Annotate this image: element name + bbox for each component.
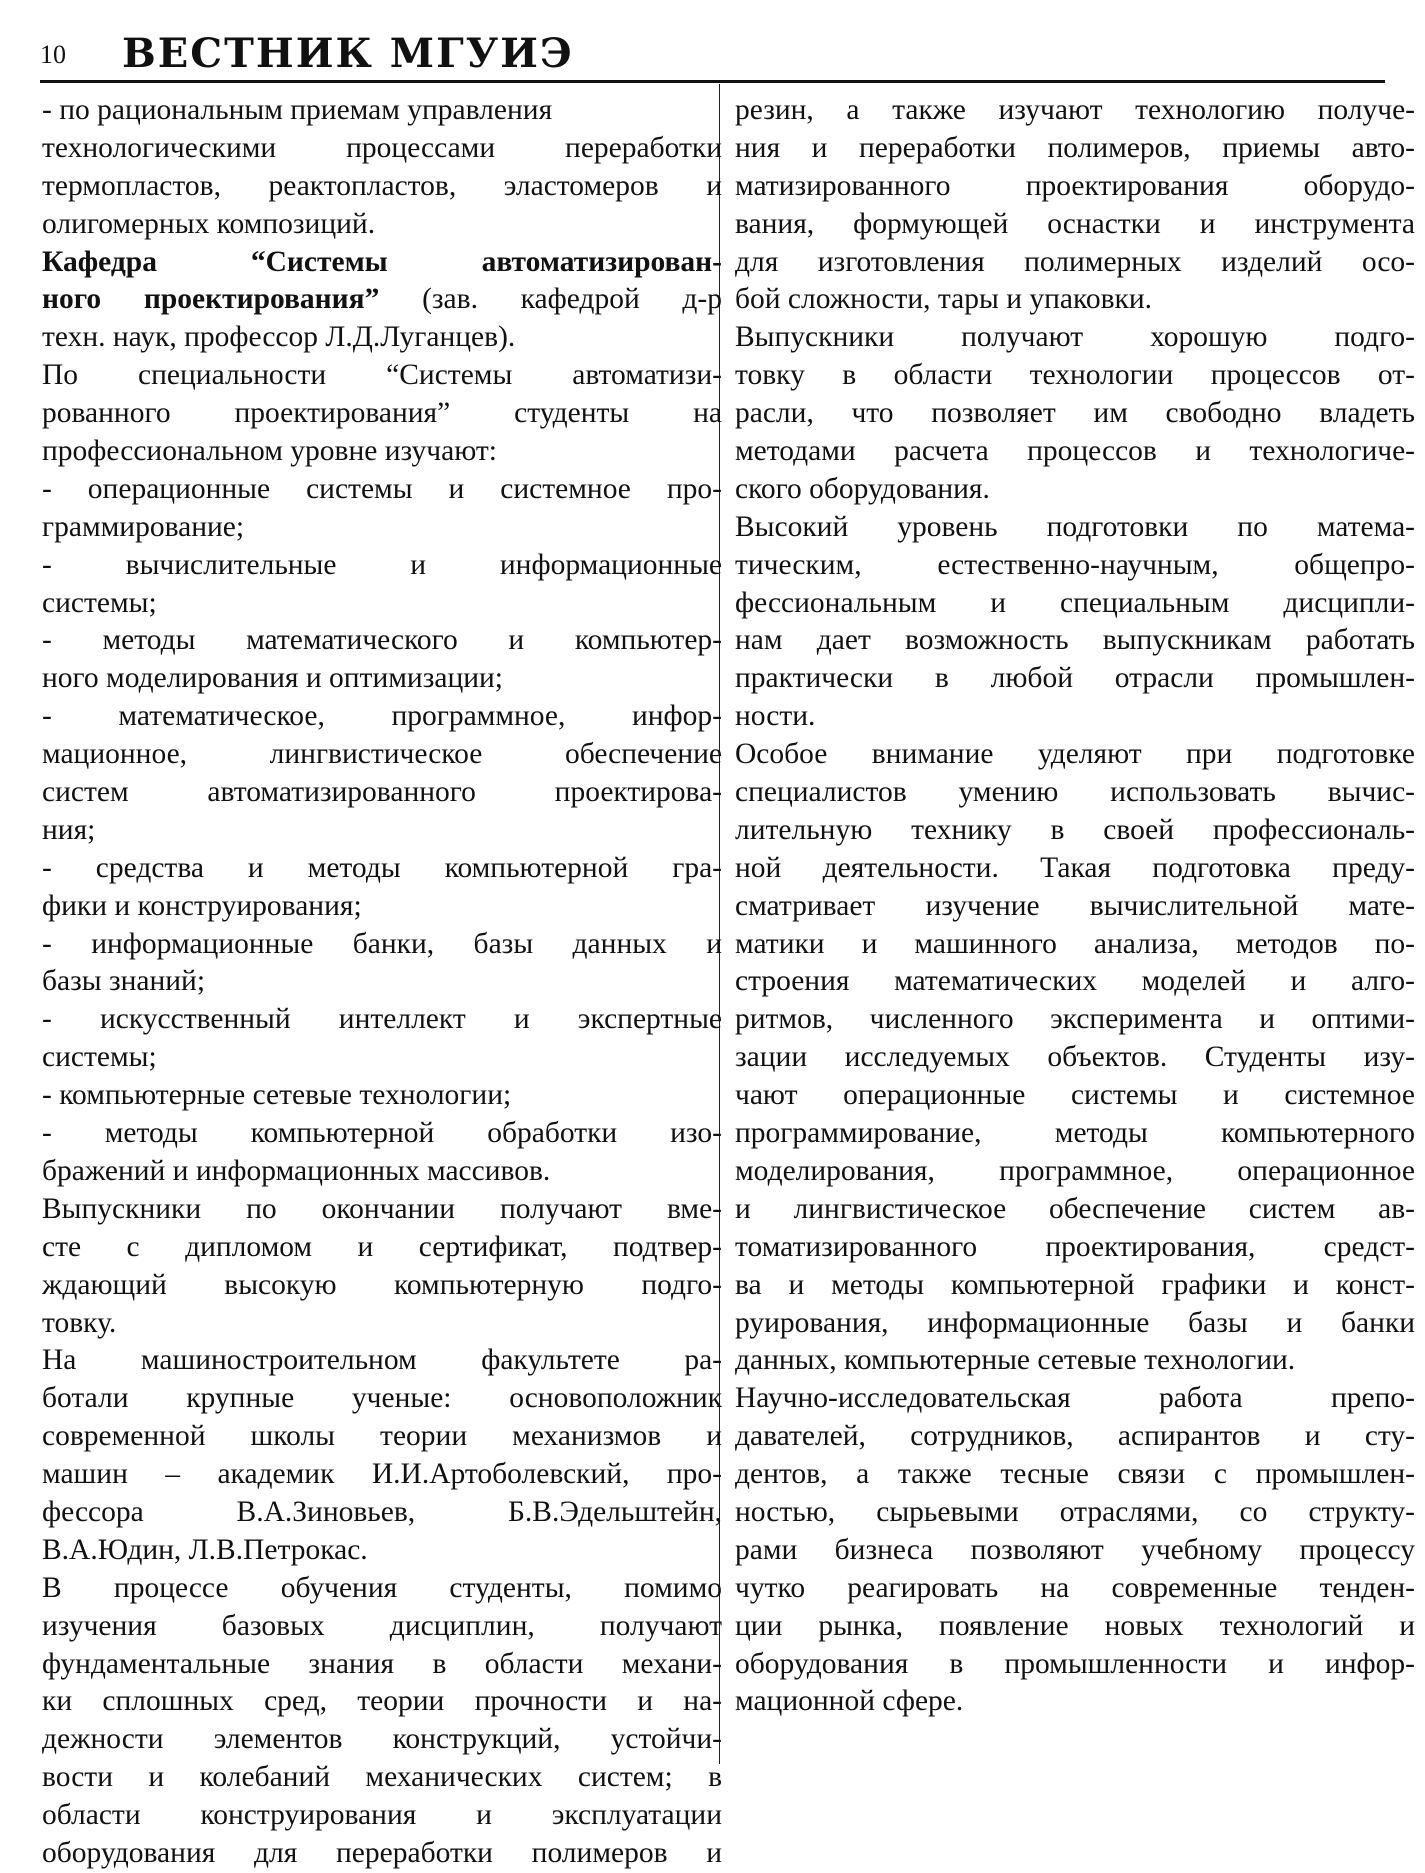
text-line: По специальности “Системы автоматизи- <box>42 359 722 392</box>
text-line: системы; <box>42 586 157 619</box>
text-line: - искусственный интеллект и экспертные <box>42 1003 722 1036</box>
text-line: сматривает изучение вычислительной мате- <box>735 889 1415 922</box>
text-line: зации исследуемых объектов. Студенты изу- <box>735 1041 1415 1074</box>
text-line: методами расчета процессов и технологиче- <box>735 435 1415 468</box>
text-line: - по рациональным приемам управления <box>42 94 553 126</box>
text-line: - средства и методы компьютерной гра- <box>42 851 722 884</box>
text-line: дентов, а также тесные связи с промышлен- <box>735 1458 1415 1491</box>
text-line: ции рынка, появление новых технологий и <box>735 1609 1415 1642</box>
text-line: практически в любой отрасли промышлен- <box>735 662 1415 695</box>
text-line: резин, а также изучают технологию получе- <box>735 94 1415 126</box>
text-line: строения математических моделей и алго- <box>735 965 1415 998</box>
text-line: товку в области технологии процессов от- <box>735 359 1415 392</box>
text-line: термопластов, реактопластов, эластомеров и <box>42 169 722 202</box>
page-number: 10 <box>40 40 66 69</box>
text-line: фессиональным и специальным дисципли- <box>735 586 1415 619</box>
text-line: Кафедра “Системы автоматизирован- <box>42 245 722 278</box>
text-line: ки сплошных сред, теории прочности и на- <box>42 1685 722 1718</box>
text-line: мационной сфере. <box>735 1685 964 1718</box>
text-line: ждающий высокую компьютерную подго- <box>42 1268 722 1301</box>
text-line: ния и переработки полимеров, приемы авто- <box>735 131 1415 164</box>
text-line: - компьютерные сетевые технологии; <box>42 1079 512 1112</box>
text-line: машин – академик И.И.Артоболевский, про- <box>42 1458 722 1491</box>
text-line: изучения базовых дисциплин, получают <box>42 1609 722 1642</box>
text-line: специалистов умению использовать вычис- <box>735 776 1415 809</box>
text-line: тическим, естественно-научным, общепро- <box>735 548 1415 581</box>
text-line: ва и методы компьютерной графики и конст- <box>735 1268 1415 1301</box>
text-line: рованного проектирования” студенты на <box>42 397 722 430</box>
text-line: систем автоматизированного проектирова- <box>42 776 722 809</box>
text-line: вости и колебаний механических систем; в <box>42 1761 722 1794</box>
text-line: лительную технику в своей профессиональ- <box>735 813 1415 846</box>
text-line: фундаментальные знания в области механи- <box>42 1647 722 1680</box>
text-line: В процессе обучения студенты, помимо <box>42 1571 722 1604</box>
text-line: томатизированного проектирования, средст- <box>735 1230 1415 1263</box>
department-head-note: (зав. кафедрой д-р <box>379 283 722 316</box>
text-line: нам дает возможность выпускникам работать <box>735 624 1415 657</box>
text-line: бражений и информационных массивов. <box>42 1154 551 1187</box>
text-line: руирования, информационные базы и банки <box>735 1306 1415 1339</box>
text-line: - вычислительные и информационные <box>42 548 722 581</box>
text-line: ботали крупные ученые: основоположник <box>42 1382 722 1415</box>
text-line: - математическое, программное, инфор- <box>42 700 722 733</box>
text-line: граммирование; <box>42 510 245 543</box>
text-line: сте с дипломом и сертификат, подтвер- <box>42 1230 722 1263</box>
text-line: ности. <box>735 700 816 733</box>
header-rule <box>40 80 1385 83</box>
text-line: чают операционные системы и системное <box>735 1079 1415 1112</box>
text-line: базы знаний; <box>42 965 206 998</box>
text-line: фики и конструирования; <box>42 889 362 922</box>
text-line: мационное, лингвистическое обеспечение <box>42 738 722 771</box>
text-line: системы; <box>42 1041 157 1074</box>
text-line: рами бизнеса позволяют учебному процессу <box>735 1533 1415 1566</box>
text-line: Выпускники по окончании получают вме- <box>42 1192 722 1225</box>
text-line: давателей, сотрудников, аспирантов и сту- <box>735 1420 1415 1453</box>
left-column <box>42 92 722 1873</box>
text-line <box>42 281 722 319</box>
text-line: техн. наук, профессор Л.Д.Луганцев). <box>42 321 516 354</box>
text-line: ния; <box>42 813 96 846</box>
text-line: В.А.Юдин, Л.В.Петрокас. <box>42 1533 368 1566</box>
text-line: Высокий уровень подготовки по матема- <box>735 510 1415 543</box>
text-line: чутко реагировать на современные тенден- <box>735 1571 1415 1604</box>
text-line: На машиностроительном факультете ра- <box>42 1344 722 1377</box>
text-line: моделирования, программное, операционное <box>735 1154 1415 1187</box>
text-line: ной деятельности. Такая подготовка преду- <box>735 851 1415 884</box>
text-line: и лингвистическое обеспечение систем ав- <box>735 1192 1415 1225</box>
text-line: ритмов, численного эксперимента и оптими- <box>735 1003 1415 1036</box>
text-line: для изготовления полимерных изделий осо- <box>735 245 1415 278</box>
text-line: расли, что позволяет им свободно владеть <box>735 397 1415 430</box>
page-header <box>40 30 1385 82</box>
text-line: оборудования для переработки полимеров и <box>42 1836 722 1869</box>
text-line: области конструирования и эксплуатации <box>42 1799 722 1832</box>
text-line: - операционные системы и системное про- <box>42 472 722 505</box>
text-line: ного моделирования и оптимизации; <box>42 662 503 695</box>
text-line: Научно-исследовательская работа препо- <box>735 1382 1415 1415</box>
text-line: ского оборудования. <box>735 472 990 505</box>
text-line: программирование, методы компьютерного <box>735 1117 1415 1150</box>
text-line: данных, компьютерные сетевые технологии. <box>735 1344 1296 1377</box>
journal-title: ВЕСТНИК МГУИЭ <box>122 30 574 77</box>
text-line: профессиональном уровне изучают: <box>42 435 497 468</box>
text-line: бой сложности, тары и упаковки. <box>735 283 1153 316</box>
text-line: матизированного проектирования оборудо- <box>735 169 1415 202</box>
right-column <box>735 92 1415 1721</box>
text-line: олигомерных композиций. <box>42 207 376 240</box>
text-line: Особое внимание уделяют при подготовке <box>735 738 1415 771</box>
text-line: современной школы теории механизмов и <box>42 1420 722 1453</box>
text-line: фессора В.А.Зиновьев, Б.В.Эдельштейн, <box>42 1495 722 1528</box>
text-line: товку. <box>42 1306 117 1339</box>
department-name-bold: ного проектирования” <box>42 283 380 316</box>
text-line: - методы компьютерной обработки изо- <box>42 1117 722 1150</box>
text-line: - информационные банки, базы данных и <box>42 927 722 960</box>
text-line: ностью, сырьевыми отраслями, со структу- <box>735 1495 1415 1528</box>
text-line: оборудования в промышленности и инфор- <box>735 1647 1415 1680</box>
text-line: технологическими процессами переработки <box>42 131 722 164</box>
text-line: матики и машинного анализа, методов по- <box>735 927 1415 960</box>
text-line: вания, формующей оснастки и инструмента <box>735 207 1415 240</box>
text-line: дежности элементов конструкций, устойчи- <box>42 1723 722 1756</box>
text-line: - методы математического и компьютер- <box>42 624 722 657</box>
text-line: Выпускники получают хорошую подго- <box>735 321 1415 354</box>
